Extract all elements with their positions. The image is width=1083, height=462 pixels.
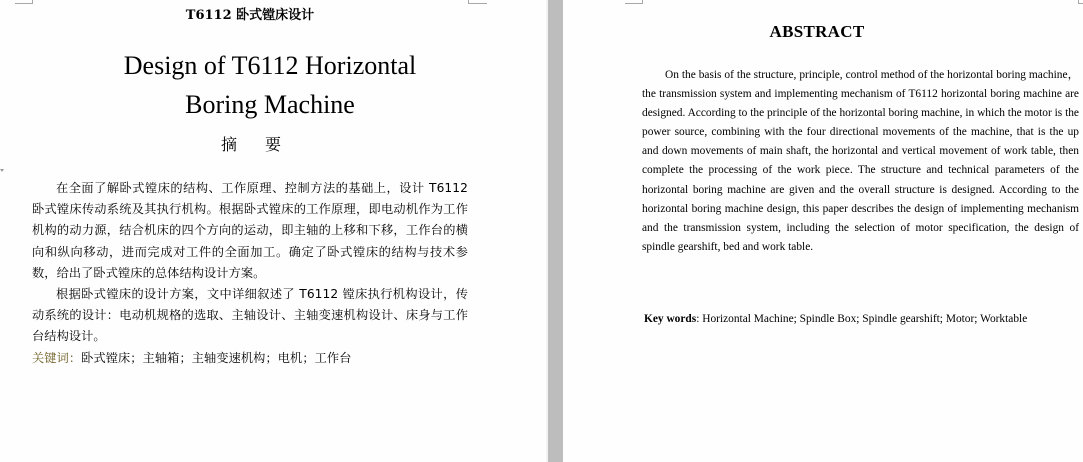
english-abstract-heading: ABSTRACT xyxy=(769,22,865,41)
chinese-abstract-heading: 摘要 xyxy=(220,135,309,154)
chinese-abstract-body xyxy=(32,178,468,369)
english-abstract-body xyxy=(642,66,1079,257)
english-title-line-1: Design of T6112 Horizontal xyxy=(123,51,417,80)
chinese-abstract-paragraph-1: 在全面了解卧式镗床的结构、工作原理、控制方法的基础上，设计 T6112 卧式镗床传动系统及其执行机构。根据卧式镗床的工作原理，即电动机作为工作机构的动力源，结合机床的四个方向的运动，即主轴的上移和下移，工作台的横向和纵向移动，进而完成对工件的全面加工。确定了卧式镗床的结构与技术参数，给出了卧式镗床的总体结构设计方案。 xyxy=(32,181,468,280)
page-gutter xyxy=(548,0,563,462)
english-keywords-value: : Horizontal Machine; Spindle Box; Spindle gearshift; Motor; Worktable xyxy=(696,313,1028,325)
chinese-keywords-line xyxy=(32,348,468,369)
running-header: T6112 卧式镗床设计 xyxy=(185,8,315,23)
english-abstract-paragraph: On the basis of the structure, principle, control method of the horizontal boring machine， the transmission system and implementing mechanism of T6112 horizontal boring machine are designed. According to the principle of the horizontal boring machine, in which the motor is the power source, combining with the four directional movements of the machine, that is the up and down movements of main shaft, the horizontal and vertical movement of work table, then complete the processing of the work piece. The structure and technical parameters of the horizontal boring machine are given and the overall structure is designed. According to the horizontal boring machine design, this paper describes the design of implementing mechanism and the transmission system, including the selection of motor specification, the design of spindle gearshift, bed and work table. xyxy=(642,69,1079,253)
paragraph-marker-icon xyxy=(0,169,4,172)
chinese-keywords-label: 关键词： xyxy=(32,350,82,365)
page-right[interactable] xyxy=(563,0,1083,462)
crop-mark-top-right xyxy=(1078,0,1083,4)
english-keywords-line xyxy=(644,311,1083,327)
chinese-abstract-paragraph-2: 根据卧式镗床的设计方案，文中详细叙述了 T6112 镗床执行机构设计，传动系统的设计：电动机规格的选取、主轴设计、主轴变速机构设计、床身与工作台结构设计。 xyxy=(32,287,468,344)
chinese-keywords-value: 卧式镗床；主轴箱；主轴变速机构；电机；工作台 xyxy=(81,350,352,365)
english-title-line-2: Boring Machine xyxy=(185,90,355,119)
english-keywords-label: Key words xyxy=(644,313,697,325)
crop-mark-top-left xyxy=(625,0,643,4)
